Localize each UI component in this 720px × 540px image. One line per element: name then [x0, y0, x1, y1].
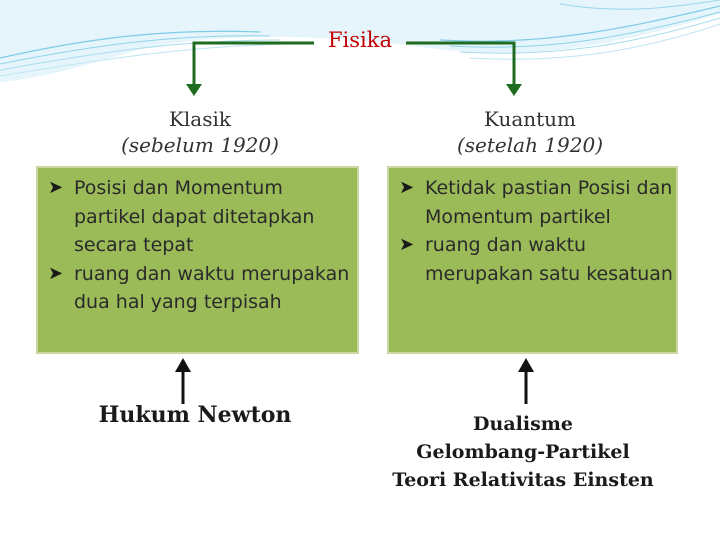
list-item	[389, 174, 676, 231]
left-bullet-2: ruang dan waktu merupakan dua hal yang terpisah	[74, 262, 350, 313]
arrow-bullet-icon: ➤	[399, 234, 415, 255]
right-bullet-1: Ketidak pastian Posisi dan Momentum partikel	[425, 177, 673, 228]
list-item	[38, 260, 357, 317]
right-heading	[430, 106, 630, 158]
arrow-bullet-icon: ➤	[48, 262, 64, 284]
left-foundation	[60, 400, 330, 430]
up-arrow-icon-left	[175, 358, 191, 404]
right-heading-subtitle: (setelah 1920)	[456, 133, 604, 157]
right-foundation-line-3: Teori Relativitas Einsten	[392, 469, 654, 491]
right-bullet-2: ruang dan waktu merupakan satu kesatuan	[425, 234, 673, 285]
up-arrow-icon-right	[518, 358, 534, 404]
right-heading-title: Kuantum	[483, 107, 577, 131]
list-item	[389, 231, 676, 288]
left-heading-subtitle: (sebelum 1920)	[121, 133, 279, 157]
right-foundation-line-1: Dualisme	[473, 413, 573, 435]
left-foundation-label: Hukum Newton	[98, 402, 292, 428]
arrow-bullet-icon: ➤	[399, 177, 415, 198]
right-foundation-line-2: Gelombang-Partikel	[416, 441, 630, 463]
quantum-box	[387, 166, 678, 354]
list-item	[38, 174, 357, 260]
page-title: Fisika	[327, 28, 393, 52]
left-heading-title: Klasik	[168, 107, 232, 131]
left-bullet-1: Posisi dan Momentum partikel dapat ditetapkan secara tepat	[74, 177, 315, 256]
classical-box	[36, 166, 359, 354]
left-heading	[110, 106, 290, 158]
arrow-bullet-icon: ➤	[48, 177, 64, 198]
right-foundation	[370, 410, 676, 494]
